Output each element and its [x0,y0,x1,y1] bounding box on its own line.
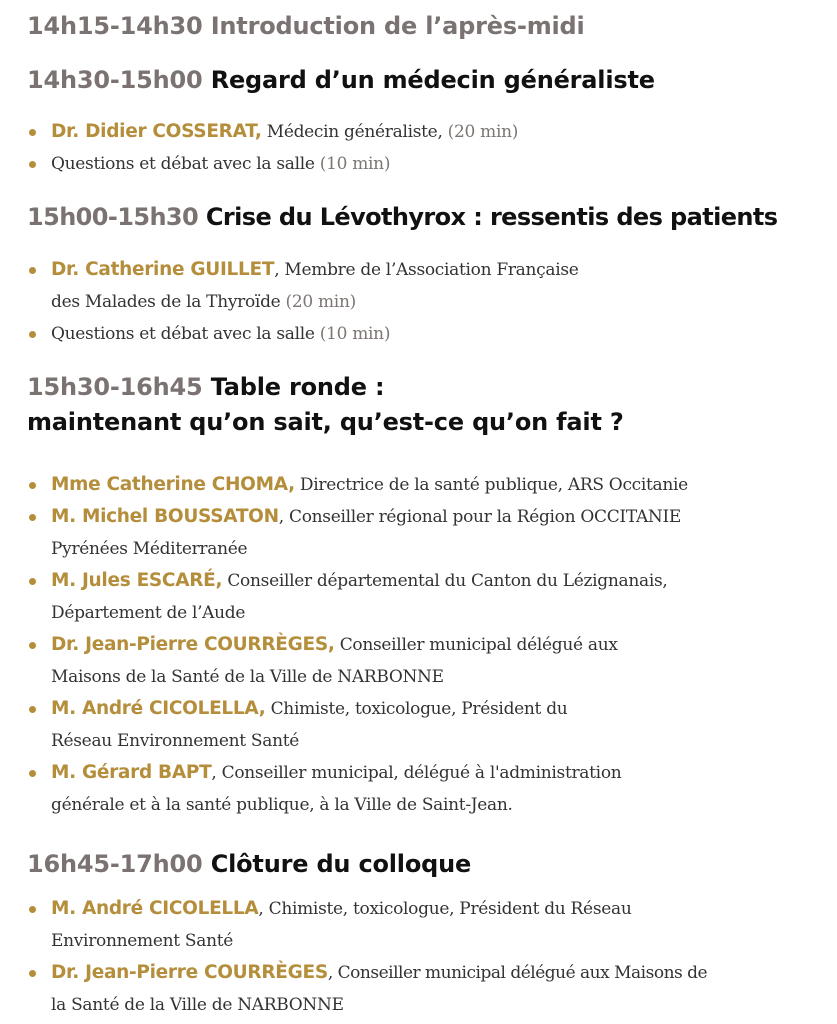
list-item [27,318,831,350]
speaker-line [51,597,831,629]
session-heading [27,64,831,97]
speaker-line [51,148,831,180]
speaker-role: , Membre de l’Association Française [274,260,579,280]
speaker-role: Directrice de la santé publique, ARS Occitanie [294,475,688,495]
speaker-line [51,116,831,148]
speaker-role: , Conseiller municipal, délégué à l'administration [211,763,622,783]
duration: (20 min) [285,292,356,312]
speaker-name: M. André CICOLELLA, [51,698,266,719]
bullet-icon [29,578,36,585]
speaker-line [51,789,831,821]
speaker-name: Dr. Didier COSSERAT, [51,121,262,142]
list-item [27,148,831,180]
session-title: Crise du Lévothyrox : ressentis des patients [205,203,778,231]
speaker-role-cont: Département de l’Aude [51,603,246,623]
speaker-list [27,893,831,1021]
list-item [27,469,831,501]
session-cloture [27,848,831,1021]
speaker-line [51,501,831,533]
session-time: 14h30-15h00 [27,66,203,94]
session-time: 16h45-17h00 [27,850,203,878]
session-heading [27,848,831,881]
speaker-name: Dr. Jean-Pierre COURRÈGES [51,962,328,983]
bullet-icon [29,161,36,168]
speaker-name: Mme Catherine CHOMA, [51,474,295,495]
speaker-name: Dr. Catherine GUILLET [51,259,275,280]
item-text: Questions et débat avec la salle [51,324,320,344]
speaker-line [51,533,831,565]
speaker-role: , Chimiste, toxicologue, Président du Réseau [258,899,632,919]
speaker-line [51,757,831,789]
speaker-line [51,893,831,925]
session-title: Clôture du colloque [210,850,472,878]
list-item [27,565,831,629]
speaker-name: M. Gérard BAPT [51,762,212,783]
session-regard-medecin [27,64,831,180]
session-time: 15h30-16h45 [27,373,203,401]
bullet-icon [29,642,36,649]
list-item [27,254,831,318]
list-item [27,629,831,693]
speaker-role-cont: la Santé de la Ville de NARBONNE [51,995,344,1015]
speaker-line [51,254,831,286]
bullet-icon [29,906,36,913]
session-heading [27,371,831,404]
speaker-role: Médecin généraliste, [261,122,448,142]
speaker-role: , Conseiller municipal délégué aux Maisons de [327,963,708,983]
speaker-list [27,469,831,821]
speaker-line [51,286,831,318]
list-item [27,693,831,757]
speaker-role: , Conseiller régional pour la Région OCCITANIE [278,507,682,527]
duration: (10 min) [319,324,391,344]
speaker-line [51,565,831,597]
session-time: 14h15-14h30 [27,12,203,40]
session-heading [27,201,831,234]
speaker-line [51,693,831,725]
session-title: Regard d’un médecin généraliste [210,66,655,94]
speaker-line [51,629,831,661]
speaker-line [51,318,831,350]
speaker-role-cont: Environnement Santé [51,931,234,951]
list-item [27,957,831,1021]
speaker-name: M. Jules ESCARÉ, [51,570,223,591]
speaker-role-cont: Pyrénées Méditerranée [51,539,248,559]
speaker-role-cont: générale et à la santé publique, à la Ville de Saint-Jean. [51,795,513,815]
session-heading [27,10,831,43]
session-title: Table ronde : [210,373,385,401]
duration: (10 min) [319,154,391,174]
speaker-line [51,661,831,693]
bullet-icon [29,514,36,521]
speaker-line [51,989,831,1021]
bullet-icon [29,770,36,777]
speaker-line [51,469,831,501]
bullet-icon [29,706,36,713]
list-item [27,893,831,957]
speaker-list [27,116,831,180]
list-item [27,501,831,565]
bullet-icon [29,970,36,977]
list-item [27,116,831,148]
speaker-role: Chimiste, toxicologue, Président du [265,699,568,719]
bullet-icon [29,482,36,489]
duration: (20 min) [447,122,519,142]
speaker-role-cont: Maisons de la Santé de la Ville de NARBONNE [51,667,444,687]
list-item [27,757,831,821]
bullet-icon [29,267,36,274]
session-table-ronde [27,371,831,821]
speaker-role-cont: Réseau Environnement Santé [51,731,300,751]
session-title: Introduction de l’après-midi [210,12,585,40]
bullet-icon [29,129,36,136]
speaker-line [51,957,831,989]
speaker-role: Conseiller départemental du Canton du Lézignanais, [222,571,668,591]
speaker-name: Dr. Jean-Pierre COURRÈGES, [51,634,335,655]
session-title-line2: maintenant qu’on sait, qu’est-ce qu’on fait ? [27,408,624,436]
session-time: 15h00-15h30 [27,203,199,231]
speaker-line [51,925,831,957]
speaker-name: M. Michel BOUSSATON [51,506,279,527]
bullet-icon [29,331,36,338]
speaker-name: M. André CICOLELLA [51,898,259,919]
speaker-role: Conseiller municipal délégué aux [334,635,618,655]
session-subheading [27,406,831,439]
session-introduction [27,10,831,43]
item-text: Questions et débat avec la salle [51,154,320,174]
speaker-line [51,725,831,757]
speaker-role-cont: des Malades de la Thyroïde [51,292,286,312]
speaker-list [27,254,831,350]
session-crise-levothyrox [27,201,831,350]
